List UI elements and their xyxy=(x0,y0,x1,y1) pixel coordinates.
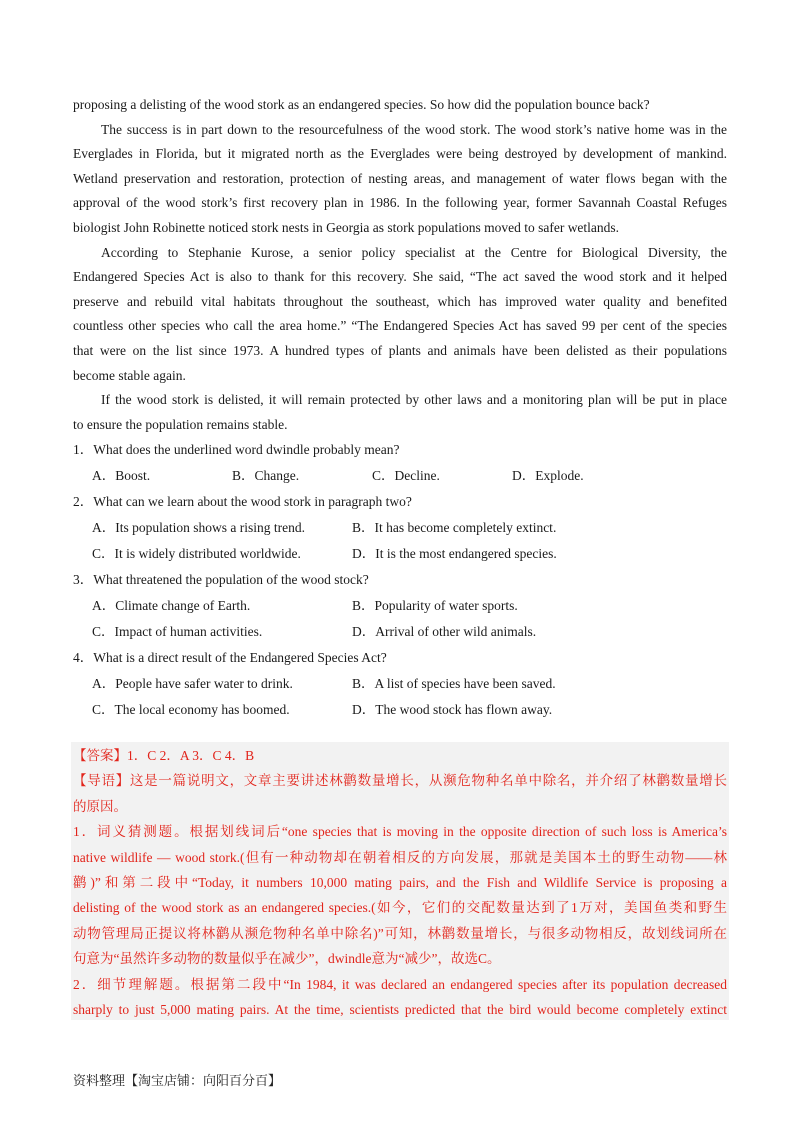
option-b: B．A list of species have been saved. xyxy=(352,676,556,692)
passage-line: to ensure the population remains stable. xyxy=(73,416,288,432)
passage-line: approval of the wood stork’s first recovery plan in 1986. In the following year, former Savannah Coastal Refuges xyxy=(73,195,727,211)
question-stem: 4．What is a direct result of the Endangered Species Act? xyxy=(73,650,387,666)
passage-line: preserve and rebuild vital habitats throughout the southeast, which has improved water quality and benefited xyxy=(73,293,727,309)
option-b: B．Change. xyxy=(232,468,300,484)
question-stem: 1．What does the underlined word dwindle probably mean? xyxy=(73,442,400,458)
options-row xyxy=(73,697,727,723)
option-a: A．People have safer water to drink. xyxy=(92,676,293,692)
footer-note: 资料整理【淘宝店铺：向阳百分百】 xyxy=(73,1074,282,1089)
options-row xyxy=(73,619,727,645)
question-4 xyxy=(73,645,727,723)
explanation-line: 鹳)”和第二段中“Today, it numbers 10,000 mating pairs, and the Fish and Wildlife Service is proposing a xyxy=(73,874,727,890)
passage-line: If the wood stork is delisted, it will remain protected by other laws and a monitoring plan will be put in place xyxy=(101,392,727,408)
explanation-line: 2．细节理解题。根据第二段中“In 1984, it was declared an endangered species after its population decreased xyxy=(73,976,727,992)
option-a: A．Its population shows a rising trend. xyxy=(92,520,305,536)
answer-key: 【答案】1．C 2．A 3．C 4．B xyxy=(73,748,255,763)
passage-line: Everglades in Florida, but it migrated north as the Everglades were being destroyed by development of mankind. xyxy=(73,146,727,162)
option-a: A．Boost. xyxy=(92,468,151,484)
option-d: D．Explode. xyxy=(512,468,584,484)
passage-line: According to Stephanie Kurose, a senior policy specialist at the Centre for Biological Diversity, the xyxy=(101,244,727,260)
option-c: C．Decline. xyxy=(372,468,440,484)
option-a: A．Climate change of Earth. xyxy=(92,598,251,614)
question-2 xyxy=(73,489,727,567)
guide-line: 的原因。 xyxy=(73,798,127,814)
explanation-line: sharply to just 5,000 mating pairs. At the time, scientists predicted that the bird would become completely extinct xyxy=(73,1001,727,1017)
passage-line: Wetland preservation and restoration, protection of nesting areas, and management of water flows began with the xyxy=(73,170,727,186)
option-d: D．Arrival of other wild animals. xyxy=(352,624,537,640)
options-row xyxy=(73,515,727,541)
passage-line: countless other species who call the area home.” “The Endangered Species Act has saved 99 per cent of the species xyxy=(73,318,727,334)
option-b: B．It has become completely extinct. xyxy=(352,520,557,536)
explanation-line: 1．词义猜测题。根据划线词后“one species that is moving in the opposite direction of such loss is America’s xyxy=(73,824,727,840)
explanation-line: delisting of the wood stork as an endangered species.(如今，它们的交配数量达到了1万对，美国鱼类和野生 xyxy=(73,900,727,916)
explanation-line: 句意为“虽然许多动物的数量似乎在减少”，dwindle意为“减少”，故选C。 xyxy=(73,951,501,967)
question-3 xyxy=(73,567,727,645)
option-c: C．The local economy has boomed. xyxy=(92,702,290,718)
answer-section xyxy=(73,743,727,1022)
guide-line: 【导语】这是一篇说明文，文章主要讲述林鹳数量增长，从濒危物种名单中除名，并介绍了林鹳数量增长 xyxy=(73,773,727,789)
passage-line: Endangered Species Act is also to thank for this recovery. She said, “The act saved the wood stork and it helped xyxy=(73,269,727,285)
passage-line: become stable again. xyxy=(73,367,186,383)
options-row xyxy=(73,463,727,489)
question-1 xyxy=(73,437,727,489)
options-row xyxy=(73,541,727,567)
explanation-line: 动物管理局正提议将林鹳从濒危物种名单中除名)”可知，林鹳数量增长，与很多动物相反，故划线词所在 xyxy=(73,925,727,941)
passage-line: The success is in part down to the resourcefulness of the wood stork. The wood stork’s native home was in the xyxy=(101,121,727,137)
option-c: C．It is widely distributed worldwide. xyxy=(92,546,301,562)
explanation-line: native wildlife — wood stork.(但有一种动物却在朝着相反的方向发展，那就是美国本土的野生动物——林 xyxy=(73,849,727,865)
options-row xyxy=(73,671,727,697)
passage-line: that were on the list since 1973. A hundred types of plants and animals have been delisted as their populations xyxy=(73,342,727,358)
question-stem: 3．What threatened the population of the wood stock? xyxy=(73,572,369,588)
options-row xyxy=(73,593,727,619)
passage-line: biologist John Robinette noticed stork nests in Georgia as stork populations moved to safer wetlands. xyxy=(73,219,620,235)
question-stem: 2．What can we learn about the wood stork in paragraph two? xyxy=(73,494,412,510)
passage xyxy=(73,93,727,723)
option-c: C．Impact of human activities. xyxy=(92,624,263,640)
option-d: D．It is the most endangered species. xyxy=(352,546,557,562)
option-b: B．Popularity of water sports. xyxy=(352,598,518,614)
passage-line: proposing a delisting of the wood stork as an endangered species. So how did the population bounce back? xyxy=(73,97,650,112)
option-d: D．The wood stock has flown away. xyxy=(352,702,553,718)
